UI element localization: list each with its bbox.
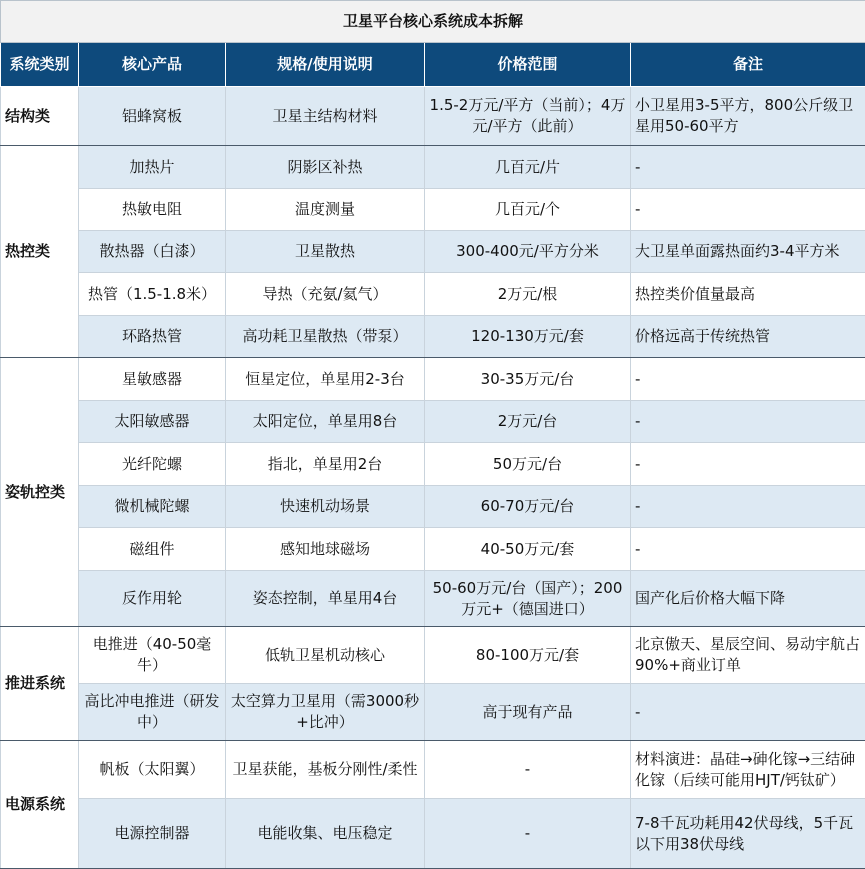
spec-cell: 阴影区补热 [226,146,425,189]
price-cell: 50万元/台 [425,443,631,486]
header-product: 核心产品 [79,43,226,87]
note-cell: 国产化后价格大幅下降 [631,571,865,627]
spec-cell: 卫星散热 [226,231,425,273]
table-row [1,146,865,189]
price-cell: 50-60万元/台（国产）；200万元+（德国进口） [425,571,631,627]
note-cell: 热控类价值量最高 [631,273,865,316]
note-cell: 材料演进：晶硅→砷化镓→三结砷化镓（后续可能用HJT/钙钛矿） [631,741,865,799]
price-cell: 几百元/片 [425,146,631,189]
header-note: 备注 [631,43,865,87]
price-cell: 几百元/个 [425,189,631,231]
table-row [1,231,865,273]
note-cell: - [631,146,865,189]
table-row [1,189,865,231]
spec-cell: 温度测量 [226,189,425,231]
spec-cell: 太空算力卫星用（需3000秒+比冲） [226,684,425,741]
note-cell: - [631,486,865,528]
table-row [1,741,865,799]
product-cell: 反作用轮 [79,571,226,627]
spec-cell: 指北，单星用2台 [226,443,425,486]
price-cell: 120-130万元/套 [425,316,631,358]
category-cell: 结构类 [1,87,79,146]
table-row [1,273,865,316]
note-cell: - [631,528,865,571]
price-cell: 60-70万元/台 [425,486,631,528]
table-row [1,528,865,571]
price-cell: 80-100万元/套 [425,627,631,684]
spec-cell: 恒星定位，单星用2-3台 [226,358,425,401]
category-cell: 电源系统 [1,741,79,869]
product-cell: 光纤陀螺 [79,443,226,486]
product-cell: 热管（1.5-1.8米） [79,273,226,316]
product-cell: 微机械陀螺 [79,486,226,528]
price-cell: - [425,799,631,869]
note-cell: - [631,684,865,741]
product-cell: 星敏感器 [79,358,226,401]
category-cell: 姿轨控类 [1,358,79,627]
price-cell: 300-400元/平方分米 [425,231,631,273]
product-cell: 加热片 [79,146,226,189]
table-row [1,486,865,528]
note-cell: - [631,358,865,401]
note-cell: 北京傲天、星辰空间、易动宇航占90%+商业订单 [631,627,865,684]
product-cell: 环路热管 [79,316,226,358]
header-spec: 规格/使用说明 [226,43,425,87]
price-cell: 40-50万元/套 [425,528,631,571]
header-row [1,43,865,87]
note-cell: - [631,189,865,231]
price-cell: 高于现有产品 [425,684,631,741]
spec-cell: 高功耗卫星散热（带泵） [226,316,425,358]
price-cell: - [425,741,631,799]
table-row [1,401,865,443]
spec-cell: 卫星主结构材料 [226,87,425,146]
product-cell: 太阳敏感器 [79,401,226,443]
spec-cell: 太阳定位，单星用8台 [226,401,425,443]
table-row [1,443,865,486]
note-cell: - [631,401,865,443]
table-row [1,627,865,684]
table-row [1,799,865,869]
spec-cell: 卫星获能，基板分刚性/柔性 [226,741,425,799]
table-row [1,571,865,627]
product-cell: 高比冲电推进（研发中） [79,684,226,741]
product-cell: 散热器（白漆） [79,231,226,273]
spec-cell: 低轨卫星机动核心 [226,627,425,684]
price-cell: 2万元/根 [425,273,631,316]
note-cell: 大卫星单面露热面约3-4平方米 [631,231,865,273]
note-cell: - [631,443,865,486]
price-cell: 1.5-2万元/平方（当前）；4万元/平方（此前） [425,87,631,146]
product-cell: 磁组件 [79,528,226,571]
spec-cell: 姿态控制，单星用4台 [226,571,425,627]
product-cell: 铝蜂窝板 [79,87,226,146]
product-cell: 帆板（太阳翼） [79,741,226,799]
header-price: 价格范围 [425,43,631,87]
price-cell: 2万元/台 [425,401,631,443]
header-category: 系统类别 [1,43,79,87]
table-title: 卫星平台核心系统成本拆解 [1,1,865,43]
table-row [1,684,865,741]
category-cell: 推进系统 [1,627,79,741]
note-cell: 7-8千瓦功耗用42伏母线，5千瓦以下用38伏母线 [631,799,865,869]
product-cell: 热敏电阻 [79,189,226,231]
product-cell: 电源控制器 [79,799,226,869]
product-cell: 电推进（40-50毫牛） [79,627,226,684]
table-row [1,87,865,146]
table-row [1,316,865,358]
spec-cell: 感知地球磁场 [226,528,425,571]
spec-cell: 电能收集、电压稳定 [226,799,425,869]
spec-cell: 快速机动场景 [226,486,425,528]
note-cell: 小卫星用3-5平方，800公斤级卫星用50-60平方 [631,87,865,146]
table-row [1,358,865,401]
price-cell: 30-35万元/台 [425,358,631,401]
note-cell: 价格远高于传统热管 [631,316,865,358]
spec-cell: 导热（充氨/氦气） [226,273,425,316]
category-cell: 热控类 [1,146,79,358]
